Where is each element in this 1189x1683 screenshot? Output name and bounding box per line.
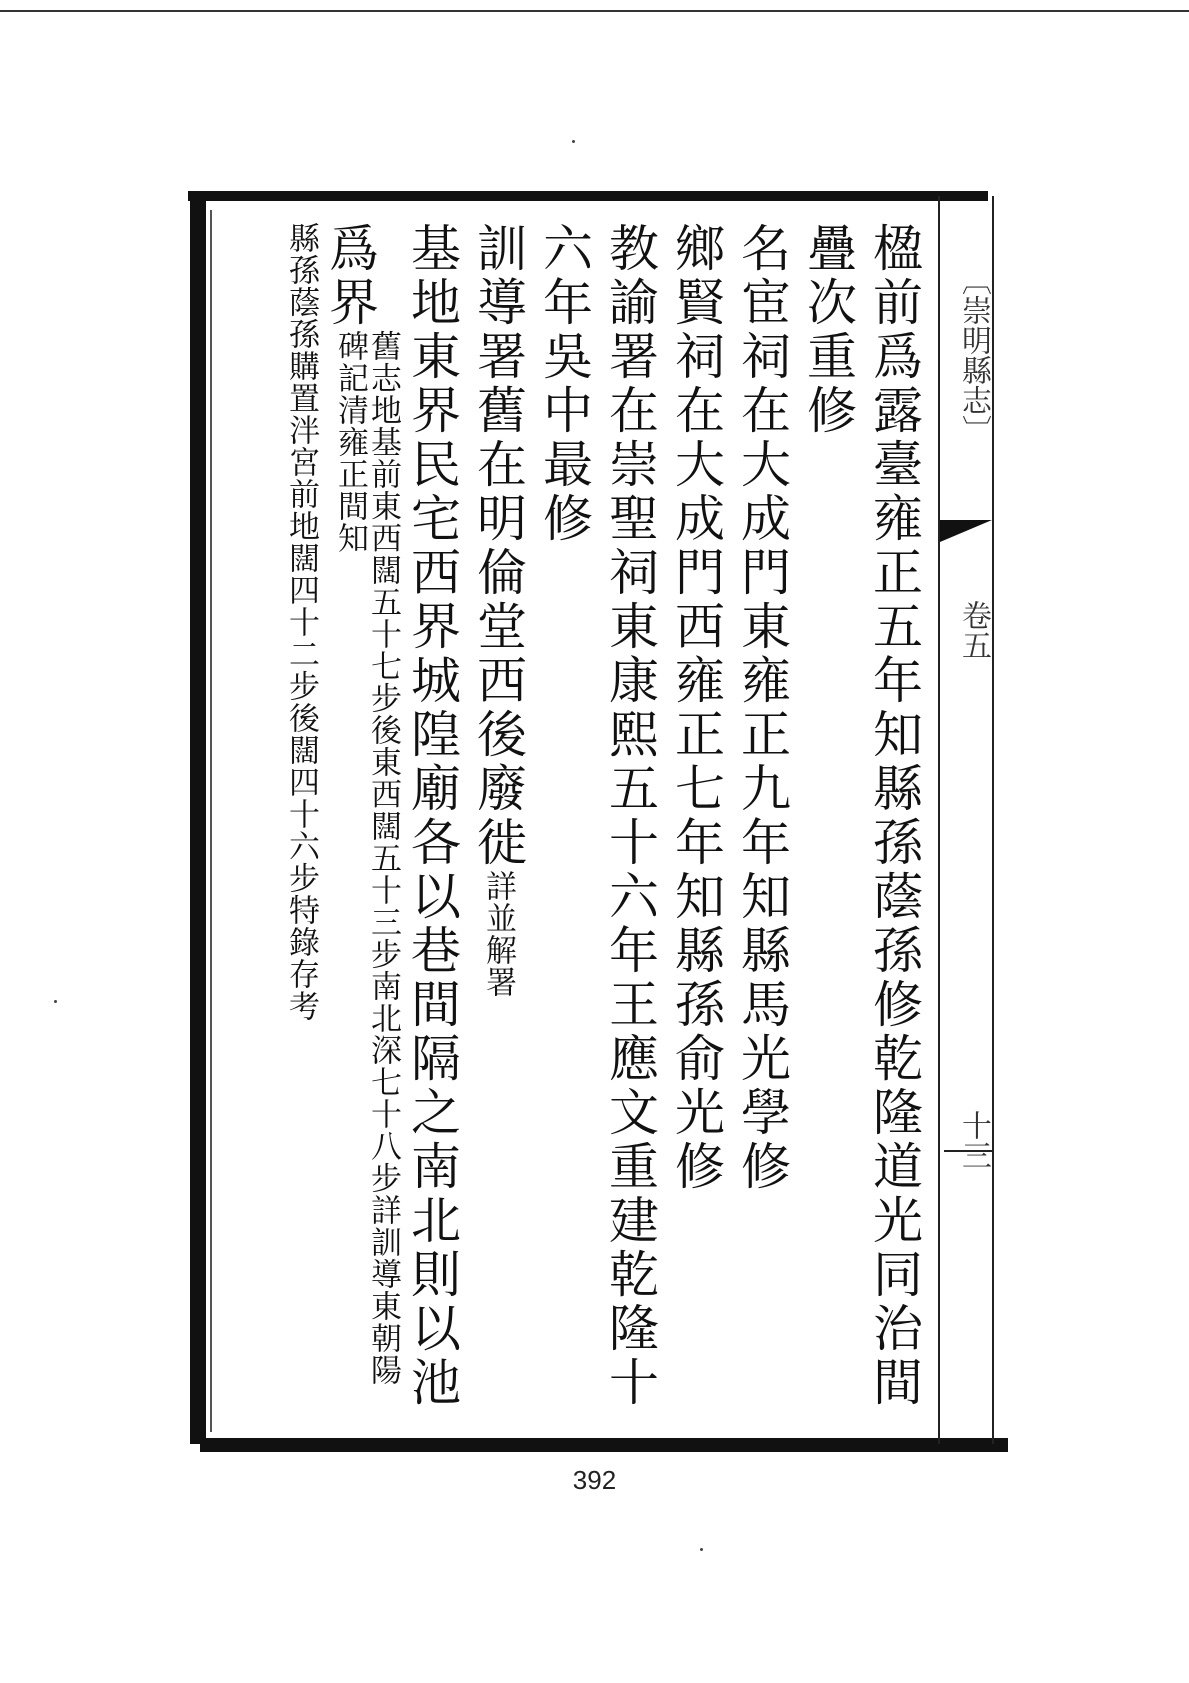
page-frame-bottom — [200, 1438, 1008, 1452]
text-column: 名宦祠在大成門東雍正九年知縣馬光學修 — [733, 222, 791, 1194]
annotation-note: 舊志地基前東西闊五十七步後東西闊五十三步南北深七十八步詳訓導東朝陽碑記清雍正間知 — [332, 330, 401, 1386]
page-frame-left — [190, 196, 206, 1444]
scan-speck — [700, 1548, 703, 1551]
text-column: 爲界舊志地基前東西闊五十七步後東西闊五十三步南北深七十八步詳訓導東朝陽碑記清雍正間知 — [317, 222, 399, 1432]
fish-tail-mark — [940, 520, 992, 542]
text-column: 疊次重修 — [799, 222, 857, 438]
scan-top-border — [0, 10, 1189, 12]
page-number: 392 — [572, 1465, 617, 1495]
text-column: 基地東界民宅西界城隍廟各以巷間隔之南北則以池 — [403, 222, 461, 1410]
text-column: 訓導署舊在明倫堂西後廢徙詳並解署 — [469, 222, 527, 998]
text-column: 楹前爲露臺雍正五年知縣孫蔭孫修乾隆道光同治間 — [865, 222, 923, 1410]
banxin-border-right — [992, 196, 994, 1444]
text-column: 六年吳中最修 — [535, 222, 593, 546]
scan-speck — [572, 140, 575, 143]
annotation-note: 縣孫蔭孫購置泮宮前地闊四十二步後闊四十六步特錄存考 — [283, 222, 319, 1022]
text-column — [284, 222, 317, 1432]
text-column: 鄉賢祠在大成門西雍正七年知縣孫俞光修 — [667, 222, 725, 1194]
main-text — [207, 222, 927, 1432]
banxin-page: 十三 — [956, 1110, 991, 1170]
page-frame-top — [188, 191, 988, 201]
scan-speck — [54, 1000, 57, 1003]
banxin-juan: 卷五 — [956, 600, 991, 660]
banxin-title: 〔崇明縣志〕 — [956, 265, 991, 445]
banxin-border-left — [938, 196, 940, 1444]
text-column: 教諭署在崇聖祠東康熙五十六年王應文重建乾隆十 — [601, 222, 659, 1410]
annotation-note: 詳並解署 — [480, 870, 516, 998]
